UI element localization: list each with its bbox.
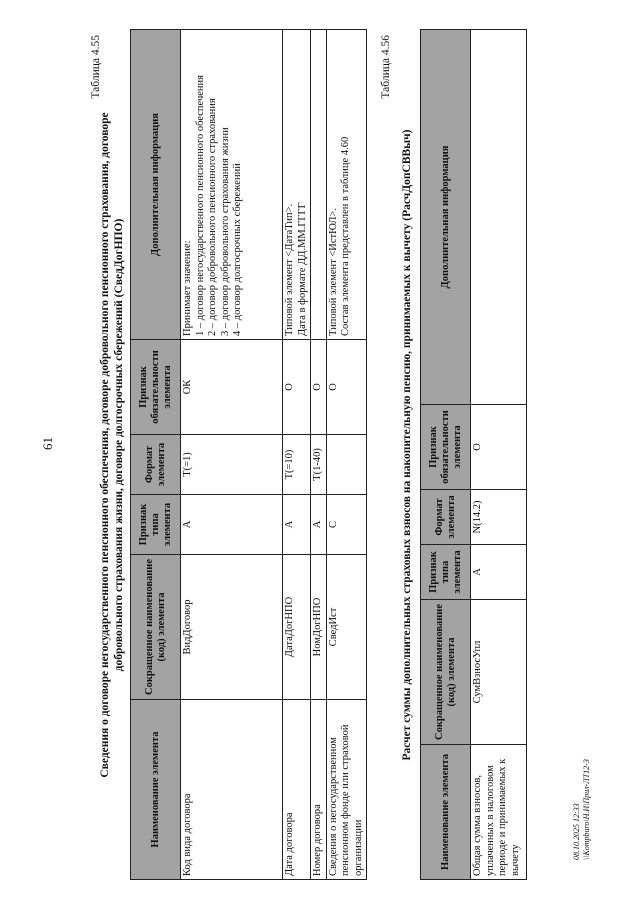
header-info: Дополнительная информация <box>131 30 181 340</box>
header-format: Формат элемента <box>421 490 471 545</box>
cell-type: А <box>471 545 527 600</box>
cell-required: ОК <box>181 340 283 435</box>
info-line: Типовой элемент <ДатаТип>. <box>284 203 295 336</box>
cell-name: Сведения о негосударственном пенсионном фонде или страховой организации <box>326 700 367 880</box>
cell-format <box>326 435 367 495</box>
cell-required: О <box>326 340 367 435</box>
header-required: Признак обязательности элемента <box>421 405 471 490</box>
table-4-56 <box>420 29 527 880</box>
cell-name: Общая сумма взносов, уплаченных в налоговом периоде и принимаемых к вычету <box>471 745 527 880</box>
info-line: 4 – договор долгосрочных сбережений <box>232 163 243 336</box>
info-line: 2 – договор добровольного пенсионного страхования <box>207 98 218 336</box>
footer-stamp <box>572 759 592 860</box>
header-format: Формат элемента <box>131 435 181 495</box>
cell-name: Дата договора <box>283 700 311 880</box>
cell-code: ВидДоговор <box>181 555 283 700</box>
table-row <box>326 30 367 880</box>
cell-info <box>326 30 367 340</box>
header-name: Наименование элемента <box>131 700 181 880</box>
info-line: Дата в формате ДД.ММ.ГГГГ <box>296 202 308 336</box>
cell-type: А <box>311 495 327 555</box>
cell-format: Т(=1) <box>181 435 283 495</box>
header-type: Признак типа элемента <box>131 495 181 555</box>
info-line: 1 – договор негосударственного пенсионного обеспечения <box>194 75 206 336</box>
table-row <box>311 30 327 880</box>
table1-caption: Таблица 4.55 <box>90 35 102 99</box>
table2-caption: Таблица 4.56 <box>380 35 392 99</box>
table2-title: Расчет суммы дополнительных страховых взносов на накопительную пенсию, принимаемых к вычету (РасчДопСВВыч) <box>401 129 413 761</box>
cell-code: ДатаДогНПО <box>283 555 311 700</box>
footer-date: 08.10.2025 12:33 <box>572 803 581 860</box>
table1-title: Сведения о договоре негосударственного пенсионного обеспечения, договоре добровольного пенсионного страхования, договоре добровольного страхования жизни, договоре долгосрочных сбережений (СведДогНПО) <box>99 112 125 778</box>
cell-required: О <box>471 405 527 490</box>
table-row <box>181 30 283 880</box>
header-info: Дополнительная информация <box>421 30 471 405</box>
info-line: 3 – договор добровольного страхования жизни <box>219 127 231 336</box>
info-line: Типовой элемент <ИстЮЛ>. <box>327 207 339 336</box>
info-line: Состав элемента представлен в таблице 4.60 <box>340 136 351 336</box>
cell-type: А <box>181 495 283 555</box>
page-number: 61 <box>40 437 55 450</box>
table-row <box>471 30 527 880</box>
header-code: Сокращенное наименование (код) элемента <box>131 555 181 700</box>
header-code: Сокращенное наименование (код) элемента <box>421 600 471 745</box>
cell-info <box>181 30 283 340</box>
header-required: Признак обязательности элемента <box>131 340 181 435</box>
cell-code: СумВзносУпл <box>471 600 527 745</box>
cell-code: НомДогНПО <box>311 555 327 700</box>
cell-info <box>283 30 311 340</box>
cell-format: Т(1-40) <box>311 435 327 495</box>
cell-name: Код вида договора <box>181 700 283 880</box>
cell-name: Номер договора <box>311 700 327 880</box>
header-name: Наименование элемента <box>421 745 471 880</box>
header-type: Признак типа элемента <box>421 545 471 600</box>
cell-type: С <box>326 495 367 555</box>
table-4-55 <box>130 29 367 880</box>
info-line: Принимает значение: <box>182 240 193 336</box>
table-row <box>283 30 311 880</box>
cell-required: О <box>283 340 311 435</box>
footer-path: \\Kompburo\Н.И\Прил-ЛТ12-3 <box>582 759 591 860</box>
cell-code: СведИст <box>326 555 367 700</box>
cell-format: Т(=10) <box>283 435 311 495</box>
cell-info <box>471 30 527 405</box>
cell-required: О <box>311 340 327 435</box>
cell-info <box>311 30 327 340</box>
cell-type: А <box>283 495 311 555</box>
cell-format: N(14.2) <box>471 490 527 545</box>
